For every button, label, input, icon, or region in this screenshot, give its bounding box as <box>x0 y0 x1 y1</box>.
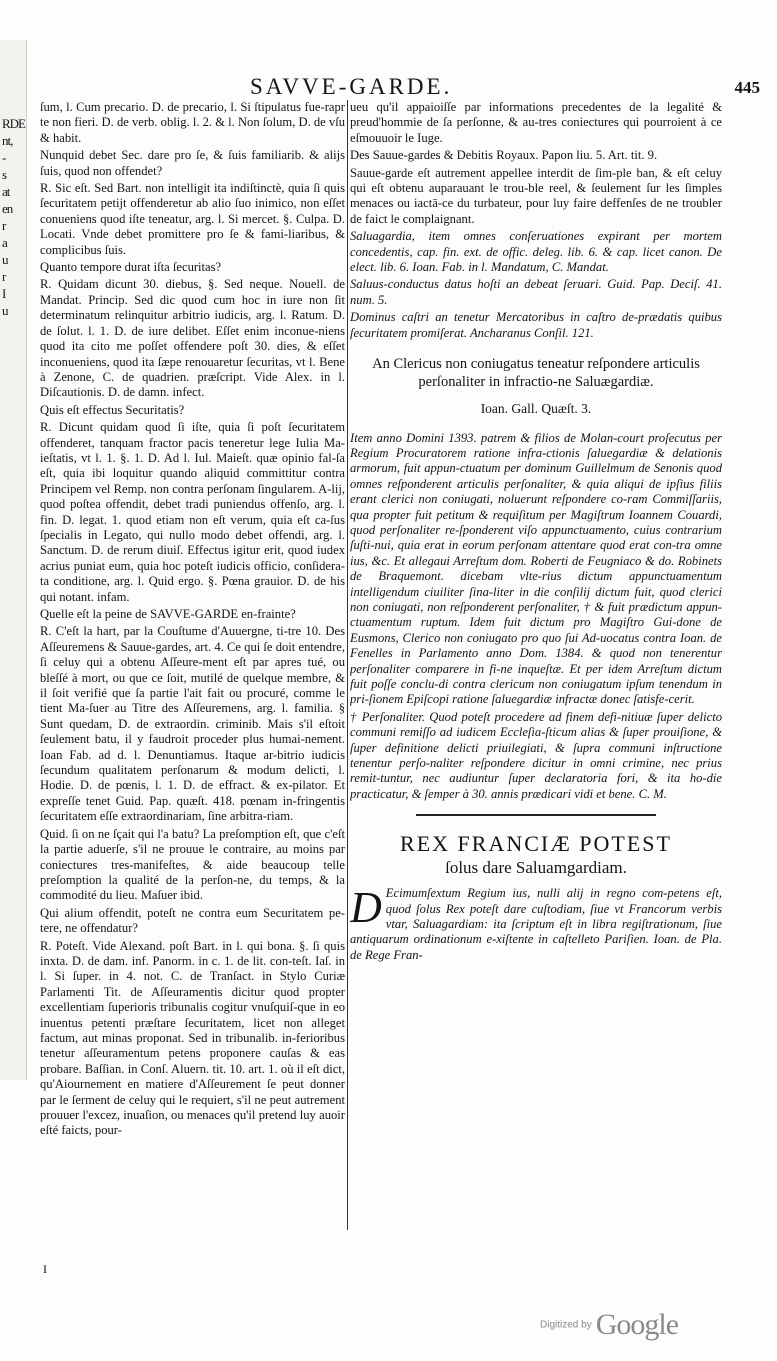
page-header <box>38 74 760 100</box>
left-paragraph: R. Dicunt quidam quod ſi iſte, quia ſi poſt ſecuritatem offenderet, tanquam fractor pacis teneretur lege Iulia Ma-ieſtatis, vt l. 1. §. 1. D. Ad l. Iul. Maieſt. quæ opinio fal-ſa eſt, quia ibi loquitur quando aliquid committitur contra Principem vel Remp. non contra perſonam ſingularem. A-lij, quod poſtea offendit, debet tradi puniendus offenſo, arg. l. fin. D. legat. 1. quod etiam non eſt verum, quia eſt ca-ſus ſpecialis in Legato, qui nullo modo debet offendi, arg. l. Sanctum. D. de rerum diuiſ. Effectus igitur erit, quod iudex acrius puniat eum, quia hoc poteſt iudicis officio, conſidera-ta conditione, arg. l. Quid ergo. §. Pœna grauior. D. de his qui notant. infam. <box>40 420 345 604</box>
left-question: Quelle eſt la peine de SAVVE-GARDE en-frainte? <box>40 607 296 621</box>
right-paragraph: Item anno Domini 1393. patrem & filios de Molan-court proſecutus per Regium Procuratorem ratione infra-ctionis ſaluegardiæ & delationis armorum, fuit appun-ctuatum per dominum Guillelmum de Senonis quod omnes reſponderent articulis perſonaliter, & quia aliqui de ipſius filiis erant clerici non coniugati, noluerunt reſpondere co-ram Commiſſariis, qua propter fuit petitum & requiſitum per Magiſtrum Ioannem Couardi, quod perſonaliter re-ſponderent viſo appunctuamento, cuius contrarium ſuſti-nui, quia erat in eorum perſonam attentare quod erat con-tra omne ius, &c. Et allegaui Arreſtum dom. Roberti de Feugniaco & do. Robinets de Braquemont. dicebam vlte-rius dictum appunctuamentum intelligendum ciuiliter ſina-liter in die conſilij dictum fuit, quod clerici non coniugati, non reſponderent perſonaliter, † & fuit prædictum appun-ctuamentum ruptum. Idem fuit dictum pro Magiſtro Gui-done de Eusmons, Clerico non coniugato pro quo ſui Ad-uocatus contra Ioan. de Fenelles in Parlamento anno Dom. 1384. & quod non tenerentur perſonaliter comparere in fi-ne inqueſtæ. Et per idem Arreſtum dictum fuit poſſe conclu-di contra clericum non coniugatum ipſum tenendum in pri-ſionem Epiſcopi ratione ſaluegardiæ infractæ donec ſatisfe-cerit. <box>350 430 722 707</box>
adjacent-page-edge <box>0 40 27 1080</box>
column-rule <box>347 100 348 1230</box>
last-paragraph-text: Ecimumſextum Regium ius, nulli alij in regno com-petens eſt, quod ſolus Rex poteſt dare cuſtodiam, ſiue vt Francorum verbis vtar, Saluagardiam: ita ſcriptum eſt in libra regiſtrationum, ſiue antiquarum ordinationum e-xiſtente in caſtelleto Pariſien. Ioan. de Pla. de Rege Fran- <box>350 886 722 962</box>
right-paragraph: Saluagardia, item omnes conſeruationes expirant per mortem concedentis, cap. fin. ext. de offic. deleg. lib. 6. & cap. licet canon. De elect. lib. 6. Ioan. Fab. in l. Mandatum, C. Mandat. <box>350 229 722 275</box>
adjacent-page-fragment: RDE nt, - s at en r a u r I u <box>2 116 25 318</box>
chapter-subtitle: ſolus dare Saluamgardiam. <box>445 858 627 878</box>
left-paragraph: Quid. ſi on ne ſçait qui l'a batu? La preſomption eſt, que c'eſt la partie aduerſe, s'il ne prouue le contraire, au moins par coniectures tres-manifeſtes, & aide beaucoup telle preſomption la qualité de la perſon-ne, du temps, & la commodité du lieu. Maſuer ibid. <box>40 826 345 903</box>
left-paragraph: R. C'eſt la hart, par la Couſtume d'Auuergne, ti-tre 10. Des Aſſeuremens & Sauue-gardes, art. 4. Ce qui ſe doit entendre, ſi celuy qui a obtenu Aſſeure-ment eſt par apres tué, ou bleſſé à mort, ou que ce ſoit, mutilé de quelque membre, & il ſoit verifié que ſa partie l'ait fait ou procuré, comme le tient Ma-ſuer au Titre des Aſſeuremens, arg. l. familia. § Sunt quedam, D. de extraordin. criminib. Mais s'il eſtoit ſeulement batu, il y faudroit proceder plus humai-nement. Ioan Fab. ad d. l. Denuntiamus. Itaque ar-bitrio iudicis ſecundum qualitatem perſonarum & modum delicti, l. Hodie. D. de pœnis, l. 1. D. de effract. & ex-pilator. Et expreſſe tenet Guid. Pap. quæſt. 418. pœnam in-fringentis ſecuritatem eſſe extraordinariam, ſine arbitra-riam. <box>40 624 345 824</box>
left-paragraph: Nunquid debet Sec. dare pro ſe, & ſuis familiarib. & alijs ſuis, quod non offendet? <box>40 148 345 178</box>
right-paragraph: Dominus caſtri an tenetur Mercatoribus in caſtro de-prædatis quibus ſecuritatem promiſerat. Ancharanus Conſil. 121. <box>350 310 722 340</box>
footnote-paragraph: † Perſonaliter. Quod poteſt procedere ad finem defi-nitiuæ ſuper delicto communi remiſſo ad iudicem Eccleſia-ſticum alias & ſuper prouiſione, & ſuper definitione delicti priuilegiati, & ſupra communi inſtructione tenentur perſo-naliter reſpondere dicitur in omni crimine, nec prius remit-tuntur, nec audiuntur ſuper declaratoria fori, & ita ho-die practicatur, & ſemper à 30. annis prædicari vidi et bene. C. M. <box>350 709 722 801</box>
left-paragraph: R. Sic eſt. Sed Bart. non intelligit ita indiſtinctè, quia ſi quis ſecuritatem petijt offenderetur ab alio ſuo inimico, non eſſet conueniens quod iſte teneatur, arg. l. Si mercet. §. Culpa. D. Locati. Vnde debet promittere pro ſe & fami-liaribus, & complicibus ſuis. <box>40 181 345 257</box>
right-paragraph: Des Sauue-gardes & Debitis Royaux. Papon liu. 5. Art. tit. 9. <box>350 148 658 163</box>
right-paragraph <box>350 883 722 963</box>
left-paragraph: R. Poteſt. Vide Alexand. poſt Bart. in l. qui bona. §. ſi quis inxta. D. de dam. inf. Panorm. in c. 1. de lit. con-teſt. Iaſ. in l. Si ſuper. in 4. not. C. de Tranſact. in Stylo Curiæ Parlamenti Tit. de Aſſeuramentis dicitur quod propter excellentiam ſuperioris tribunalis cogitur vnuſquiſ-que in eo inuentus petenti præſtare ſecuritatem, licet non alleget factum, aut minas proponat. Sed in tribunalib. in-ferioribus tenetur aſſeuramentum petens proponere cauſas & eas probare. Baſſian. in Conſ. Aluern. tit. 10. art. 1. où il eſt dict, qu'Aiournement en matiere d'Aſſeurement ſe peut donner par le ſerment de celuy qui le requiert, s'il ne peut autrement prouuer l'excez, inuaſion, ou menaces qu'il pretend luy auoir eſté faicts, pour- <box>40 938 345 1138</box>
chapter-title: REX FRANCIÆ POTEST <box>400 831 672 857</box>
section-divider <box>416 814 656 816</box>
left-question: Qui alium offendit, poteſt ne contra eum Securitatem pe-tere, ne offendatur? <box>40 905 345 936</box>
section-reference: Ioan. Gall. Quæſt. 3. <box>480 401 592 417</box>
left-paragraph: R. Quidam dicunt 30. diebus, §. Sed neque. Nouell. de Mandat. Princip. Sed dic quod cum hoc in iure non ſit determinatum relinquitur arbitrio iudicis, arg. l. Ratum. D. de ſolut. l. 1. D. de iure delibet. Eſſet enim inconue-niens quod ita cito me poſſet offendere poſt 30. dies, & eſſet inconueniens, quod ita ſæpe renouaretur ſecuritas, vt l. Bene à Zenone, C. de quadrien. præſcript. Vide Alex. in l. Diſcautionis. D. de damn. infect. <box>40 277 345 400</box>
running-title: SAVVE-GARDE. <box>250 74 453 99</box>
left-question: Quis eſt effectus Securitatis? <box>40 402 185 417</box>
watermark-prefix: Digitized by <box>540 1319 592 1331</box>
left-question: Quanto tempore durat iſta ſecuritas? <box>40 260 222 275</box>
section-heading: An Clericus non coniugatus teneatur reſpondere articulis perſonaliter in infractio-ne Saluægardiæ. <box>372 356 700 391</box>
stray-mark: I <box>43 1262 47 1276</box>
left-column <box>40 100 345 1230</box>
left-paragraph: ſum, l. Cum precario. D. de precario, l. Si ſtipulatus fue-rapr te non fieri. D. de verb. oblig. l. 2. & l. Non ſolum, D. de vſu & habit. <box>40 100 345 145</box>
right-paragraph: Sauue-garde eſt autrement appellee interdit de ſim-ple ban, & eſt celuy qui eſt obtenu auparauant le trou-ble reel, & ſeulement ſur les ſimples menaces ou iactā-ce du turbateur, pour luy faire deffenſes de ne troubler de faict le complaignant. <box>350 165 722 226</box>
drop-cap: D <box>350 883 382 933</box>
page-number: 445 <box>734 78 760 97</box>
digitized-watermark <box>540 1308 678 1342</box>
right-paragraph: ueu qu'il appaioiſſe par informations precedentes de la legalité & preud'hommie de ſa perſonne, & au-tres coniectures qui pourroient à ce eſmouuoir le Iuge. <box>350 100 722 145</box>
right-column <box>350 100 722 1240</box>
watermark-brand: Google <box>595 1308 679 1341</box>
right-paragraph: Saluus-conductus datus hoſti an debeat ſeruari. Guid. Pap. Deciſ. 41. num. 5. <box>350 277 722 307</box>
